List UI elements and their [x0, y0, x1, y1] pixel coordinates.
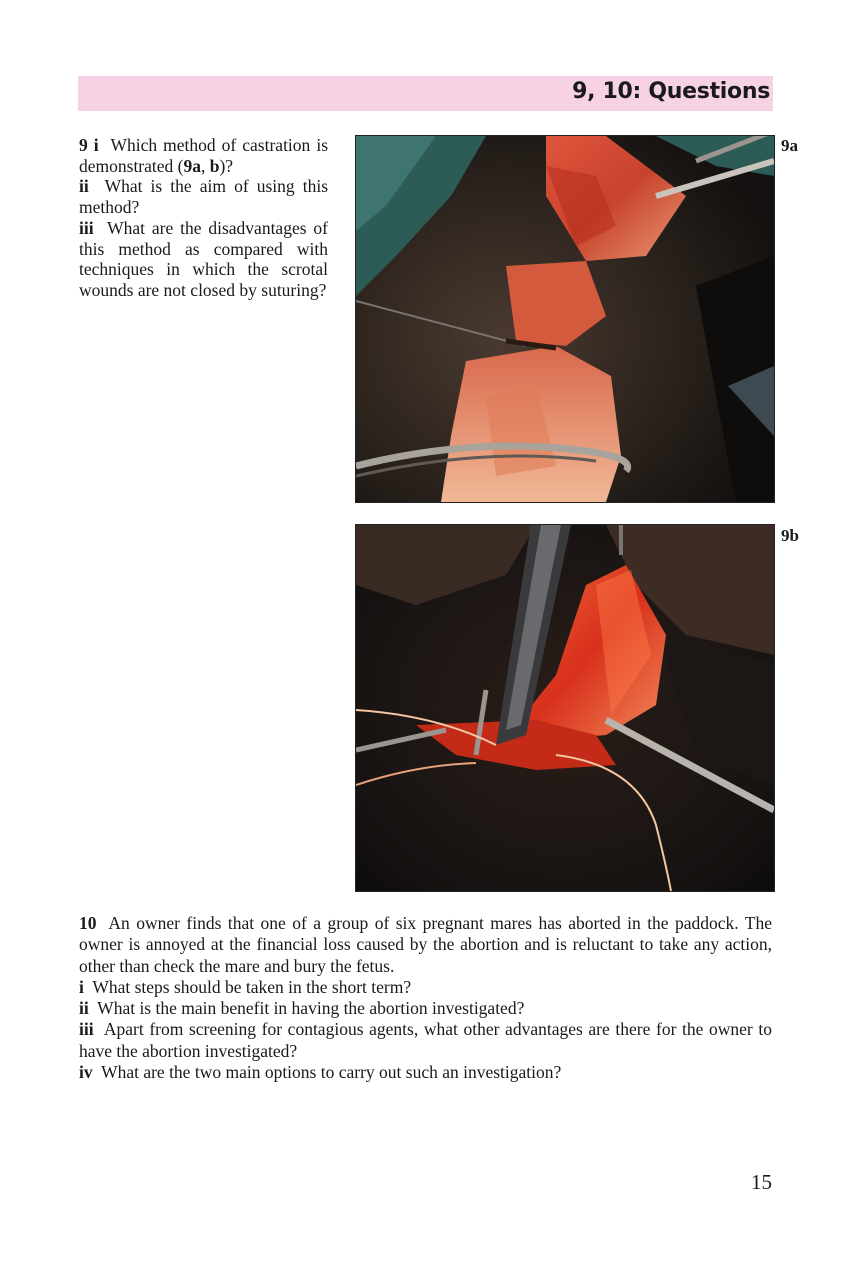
figure-9a-label: 9a: [781, 136, 798, 155]
question-text: An owner finds that one of a group of six pregnant mares has aborted in the paddock. The owner is annoyed at the financial loss caused by the abortion and is reluctant to take any action, other than check the mare and bury the fetus.: [79, 913, 773, 976]
figure-9b-label: 9b: [781, 526, 799, 545]
question-10-part-iii: [79, 1019, 772, 1062]
figure-ref: 9a: [183, 155, 201, 176]
figure-9b-photo: [355, 524, 775, 892]
page-title: 9, 10: Questions: [572, 79, 770, 104]
question-text: What is the main benefit in having the abortion investigated?: [97, 998, 525, 1019]
question-text: What is the aim of using this method?: [79, 176, 328, 218]
part-label: i: [93, 135, 99, 155]
question-9-part-ii: [79, 176, 328, 217]
part-label: i: [79, 976, 84, 997]
part-label: iv: [79, 1062, 93, 1083]
part-label: iii: [79, 1019, 94, 1040]
figure-9a-photo: [355, 135, 775, 503]
question-10: [79, 913, 772, 1083]
question-text: What are the disadvantages of this method as compared with techniques in which the scrotal wounds are not closed by suturing?: [79, 217, 328, 300]
question-9: [79, 135, 328, 301]
question-text: Apart from screening for contagious agents, what other advantages are there for the owner to have the abortion investigated?: [79, 1019, 772, 1061]
part-label: ii: [79, 998, 89, 1019]
figure-ref: b: [209, 155, 220, 176]
question-text: Which method of castration is demonstrated (: [79, 135, 329, 176]
question-9-part-iii: [79, 218, 328, 301]
question-9-part-i: 9 i Which method of castration is demonstrated (9a, b)?: [79, 135, 329, 176]
question-10-part-iv: [79, 1062, 772, 1083]
page-number: 15: [751, 1170, 772, 1194]
question-text: What are the two main options to carry out such an investigation?: [101, 1062, 562, 1083]
part-label: ii: [79, 176, 89, 197]
part-label: iii: [79, 217, 94, 238]
header-band: [78, 76, 773, 111]
question-text: What steps should be taken in the short term?: [92, 976, 412, 997]
question-10-part-ii: [79, 998, 772, 1019]
question-10-intro: [79, 913, 772, 977]
question-number: 10: [79, 913, 97, 933]
question-10-part-i: [79, 977, 772, 998]
question-number: 9: [79, 135, 88, 155]
